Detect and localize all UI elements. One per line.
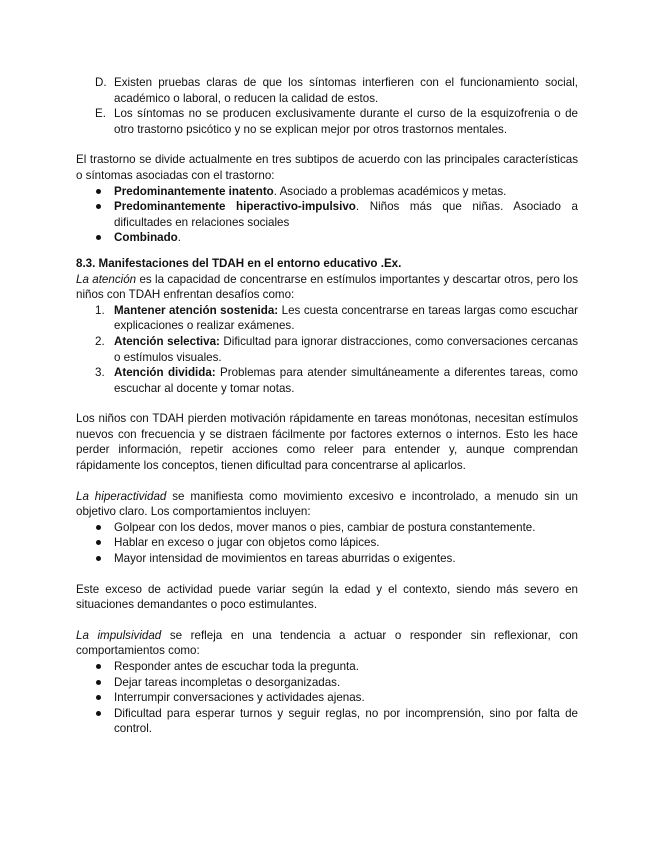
subtype-desc: . [177,231,181,245]
bullet-icon [96,680,101,685]
impuls-list [76,659,578,737]
attention-term: La atención [76,272,137,286]
bullet-icon [96,695,101,700]
item-text: Dejar tareas incompletas o desorganizadas. [114,675,341,689]
bullet-icon [96,525,101,530]
bullet-icon [96,556,101,561]
list-item [76,706,578,737]
item-text: Hablar en exceso o jugar con objetos como lápices. [114,536,380,550]
spacer [76,246,578,256]
spacer [76,613,578,628]
bullet-icon [96,235,101,240]
item-text: Mayor intensidad de movimientos en tareas aburridas o exigentes. [114,552,456,566]
spacer [76,567,578,582]
item-text: Dificultad para ignorar distracciones, como conversaciones cercanas o estímulos visuales. [114,334,578,364]
impuls-intro [76,628,578,659]
list-item [76,334,578,365]
subtypes-intro: El trastorno se divide actualmente en tres subtipos de acuerdo con las principales características o síntomas asociadas con el trastorno: [76,153,578,182]
attention-list [76,303,578,397]
item-text: Les cuesta concentrarse en tareas largas como escuchar explicaciones o realizar exámenes. [114,303,579,333]
list-item [76,690,578,706]
list-item [76,365,578,396]
list-item [76,303,578,334]
list-item [76,520,578,536]
hyper-list [76,520,578,567]
item-text: Golpear con los dedos, mover manos o pies, cambiar de postura constantemente. [114,520,536,534]
motivation-paragraph: Los niños con TDAH pierden motivación rápidamente en tareas monótonas, necesitan estímulos nuevos con frecuencia y se distraen fácilmente por factores externos o internos. Esto les hace perder información, repetir acciones como releer para entender y, aunque comprendan rápidamente los conceptos, tienen dificultad para concentrarse al aplicarlos. [76,412,578,473]
hyper-intro [76,489,578,520]
list-item [76,199,578,230]
item-text: Interrumpir conversaciones y actividades ajenas. [114,691,365,705]
list-item [76,659,578,675]
item-text: Responder antes de escuchar toda la pregunta. [114,660,359,673]
criteria-item-e [76,106,578,137]
attention-intro [76,272,578,303]
subtype-name: Predominantemente inatento [114,184,274,198]
list-marker: E. [95,107,106,121]
bullet-icon [96,204,101,209]
spacer [76,474,578,489]
list-marker: 2. [95,334,105,348]
subtype-name: Combinado [114,231,178,245]
bullet-icon [96,664,101,669]
bullet-icon [96,540,101,545]
item-title: Atención selectiva: [114,334,220,348]
impuls-term: La impulsividad [76,628,162,642]
section-heading: 8.3. Manifestaciones del TDAH en el entorno educativo .Ex. [76,256,402,270]
list-item [76,535,578,551]
subtype-desc: . Asociado a problemas académicos y metas. [273,184,507,198]
list-item [76,675,578,691]
spacer [76,137,578,152]
bullet-icon [96,711,101,716]
list-item [76,230,578,246]
criteria-text: Los síntomas no se producen exclusivamente durante el curso de la esquizofrenia o de otro trastorno psicótico y no se explican mejor por otros trastornos mentales. [114,107,578,136]
list-marker: 1. [95,303,105,317]
attention-intro-text: es la capacidad de concentrarse en estímulos importantes y descartar otros, pero los niños con TDAH enfrentan desafíos como: [76,272,578,302]
list-item [76,184,578,200]
hyper-term: La hiperactividad [76,489,167,503]
bullet-icon [96,189,101,194]
subtypes-list [76,184,578,246]
spacer [76,396,578,411]
subtype-name: Predominantemente hiperactivo-impulsivo [114,200,356,214]
item-title: Atención dividida: [114,366,216,380]
list-marker: 3. [95,366,105,380]
item-text: Dificultad para esperar turnos y seguir reglas, no por incomprensión, sino por falta de control. [114,706,578,736]
item-text: Problemas para atender simultáneamente a diferentes tareas, como escuchar al docente y tomar notas. [114,366,578,395]
page-content [76,75,578,737]
criteria-item-d [76,75,578,106]
list-item [76,551,578,567]
criteria-text: Existen pruebas claras de que los síntomas interfieren con el funcionamiento social, académico o laboral, o reducen la calidad de estos. [114,76,578,105]
criteria-list [76,75,578,137]
hyper-paragraph: Este exceso de actividad puede variar según la edad y el contexto, siendo más severo en situaciones demandantes o poco estimulantes. [76,582,578,612]
impuls-intro-text: se refleja en una tendencia a actuar o responder sin reflexionar, con comportamientos como: [76,628,578,658]
subtype-desc: . Niños más que niñas. Asociado a dificultades en relaciones sociales [114,200,578,229]
item-title: Mantener atención sostenida: [114,303,279,317]
hyper-intro-text: se manifiesta como movimiento excesivo e incontrolado, a menudo sin un objetivo claro. Los comportamientos incluyen: [76,489,578,519]
list-marker: D. [95,76,107,89]
